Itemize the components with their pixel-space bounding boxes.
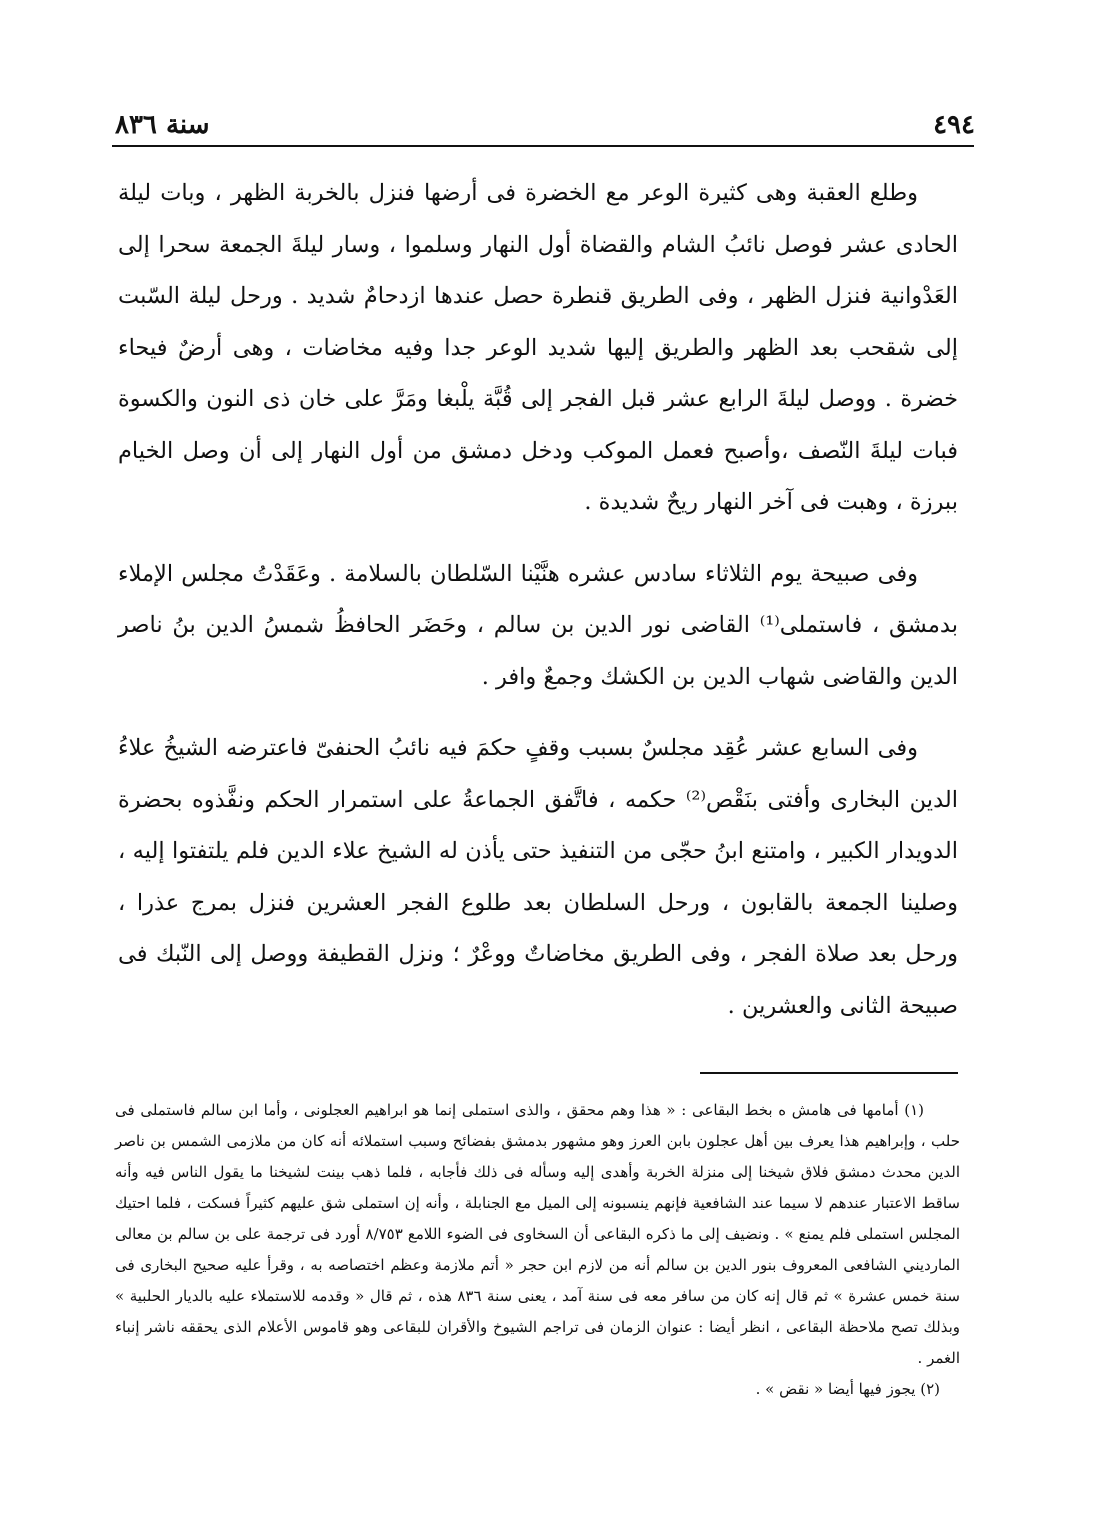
- footnote-1: (١) أمامها فى هامش ه بخط البقاعى : « هذا وهم محقق ، والذى استملى إنما هو ابراهيم العجلونى ، وأما ابن سالم فاستملى فى حلب ، وإبراهيم هذا يعرف بين أهل عجلون بابن العرز وهو مشهور بدمشق بفضائح وسبب استملائه أنه كان من ملازمى الشمس بن ناصر الدين محدث دمشق فلاق شيخنا إلى منزلة الخربة وأهدى إليه وسأله فى ذلك فأجابه ، فلما ذهب بينت لشيخنا ما يقول الناس فيه وأنه ساقط الاعتبار عندهم لا سيما عند الشافعية فإنهم ينسبونه إلى الميل مع الجنابلة ، وأنه إن استملى شق عليهم كثيراً فسكت ، فلما احتيك المجلس استملى فلم يمنع » . ونضيف إلى ما ذكره البقاعى أن السخاوى فى الضوء اللامع ٨/٧٥٣ أورد فى ترجمة على بن سالم بن معالى المارديني الشافعى المعروف بنور الدين بن سالم أنه من لازم ابن حجر « أتم ملازمة وعظم اختصاصه به ، وقرأ عليه صحيح البخارى فى سنة خمس عشرة » ثم قال إنه كان من سافر معه فى سنة آمد ، يعنى سنة ٨٣٦ هذه ، ثم قال « وقدمه للاستملاء عليه بالديار الحلبية » وبذلك تصح ملاحظة البقاعى ، انظر أيضا : عنوان الزمان فى تراجم الشيوخ والأقران للبقاعى وهو قاموس الأعلام الذى يحققه ناشر إنباء الغمر .: [115, 1101, 961, 1367]
- year-heading: سنة ٨٣٦: [115, 110, 210, 140]
- footnote-divider: [700, 1072, 958, 1074]
- header-divider: [112, 145, 974, 147]
- paragraph: وفى صبيحة يوم الثلاثاء سادس عشره هنَّيْنا السّلطان بالسلامة . وعَقَدْتُ مجلس الإملاء بدمشق ، فاستملى⁽¹⁾ القاضى نور الدين بن سالم ، وحَضَر الحافظُ شمسُ الدين بنُ ناصر الدين والقاضى شهاب الدين بن الكشك وجمعٌ وافر .: [118, 560, 958, 690]
- paragraph: وفى السابع عشر عُقِد مجلسٌ بسبب وقفٍ حكمَ فيه نائبُ الحنفىّ فاعترضه الشيخُ علاءُ الدين البخارى وأفتى بنَقْص⁽²⁾ حكمه ، فاتَّفق الجماعةُ على استمرار الحكم ونفَّذوه بحضرة الدويدار الكبير ، وامتنع ابنُ حجّى من التنفيذ حتى يأذن له الشيخ علاء الدين فلم يلتفتوا إليه ، وصلينا الجمعة بالقابون ، ورحل السلطان بعد طلوع الفجر العشرين فنزل بمرج عذرا ، ورحل بعد صلاة الفجر ، وفى الطريق مخاضاتٌ ووعْرٌ ؛ ونزل القطيفة ووصل إلى النّبك فى صبيحة الثانى والعشرين .: [118, 735, 958, 1019]
- page-header: [115, 96, 975, 140]
- footnote-2: (٢) يجوز فيها أيضا « نقض » .: [755, 1380, 940, 1398]
- main-text: [118, 168, 958, 1052]
- page-number: ٤٩٤: [933, 110, 975, 140]
- footnotes: [115, 1095, 960, 1405]
- paragraph: وطلع العقبة وهى كثيرة الوعر مع الخضرة فى أرضها فنزل بالخربة الظهر ، وبات ليلة الحادى عشر فوصل نائبُ الشام والقضاة أول النهار وسلموا ، وسار ليلةَ الجمعة سحرا إلى العَدْوانية فنزل الظهر ، وفى الطريق قنطرة حصل عندها ازدحامٌ شديد . ورحل ليلة السّبت إلى شقحب بعد الظهر والطريق إليها شديد الوعر جدا وفيه مخاضات ، وهى أرضٌ فيحاء خضرة . ووصل ليلةَ الرابع عشر قبل الفجر إلى قُبَّة يلْبغا ومَرَّ على خان ذى النون والكسوة فبات ليلةَ النّصف ،وأصبح فعمل الموكب ودخل دمشق من أول النهار إلى أن وصل الخيام ببرزة ، وهبت فى آخر النهار ريحٌ شديدة .: [118, 180, 958, 515]
